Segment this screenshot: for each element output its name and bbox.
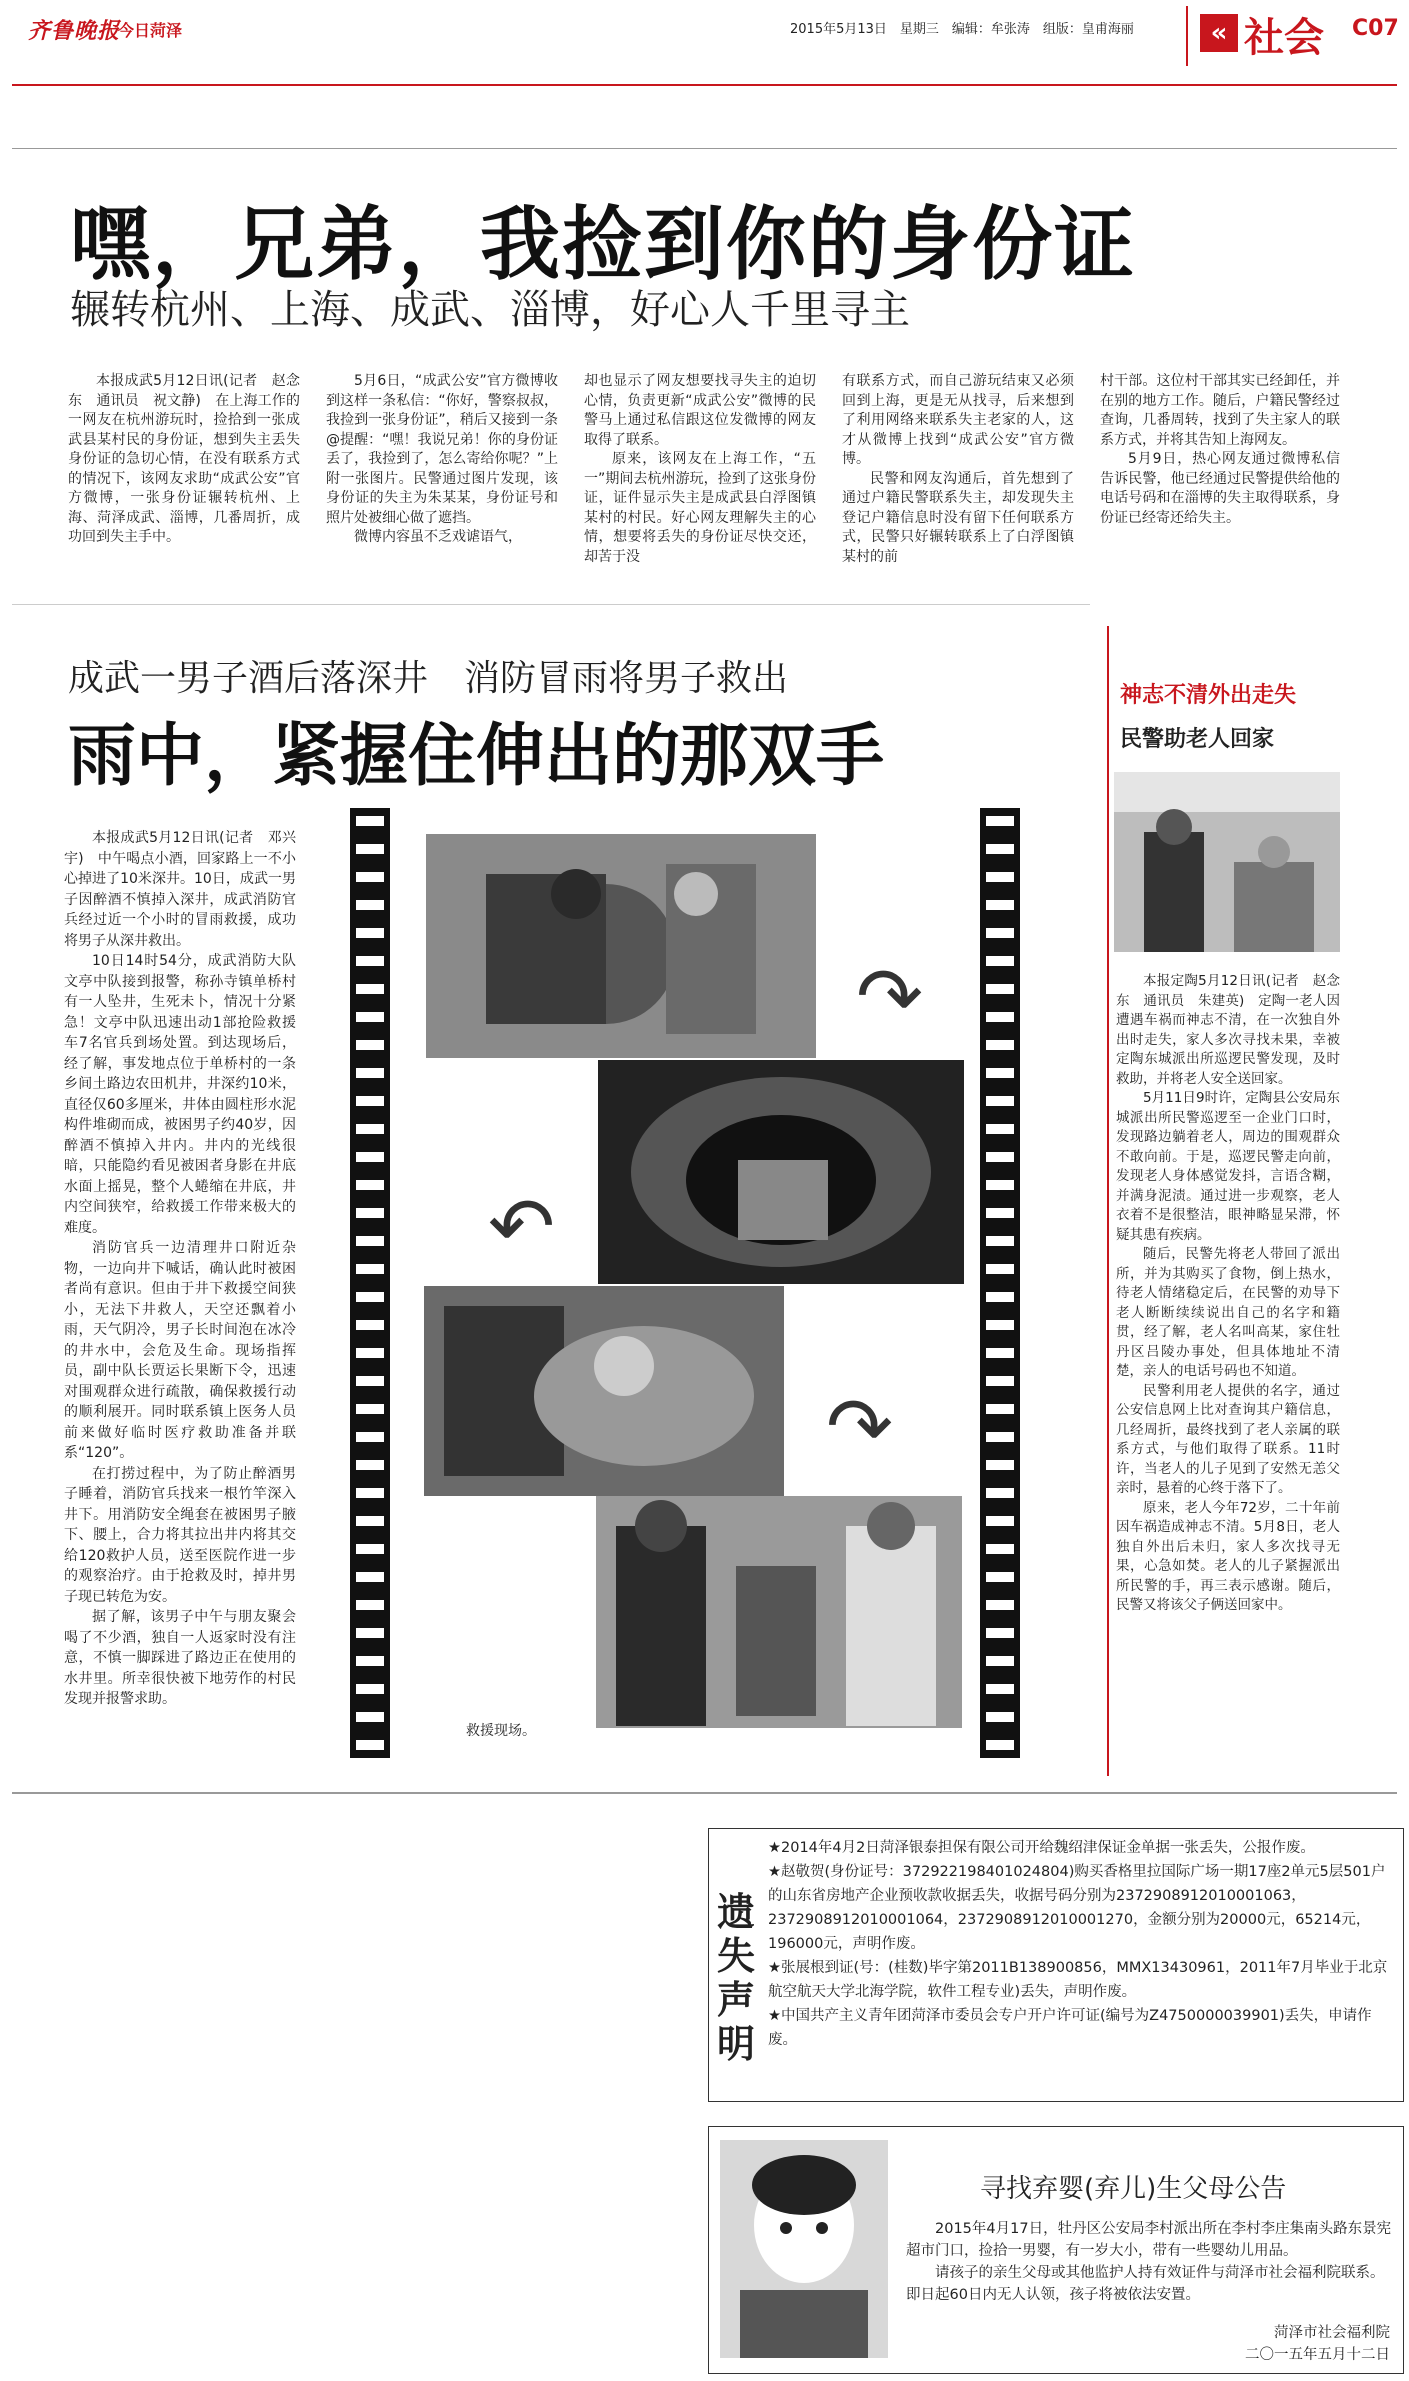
divider (12, 604, 1090, 605)
lost-notice-list (768, 1836, 1394, 2052)
story2-paragraph: 据了解，该男子中午与朋友聚会喝了不少酒，独自一人返家时没有注意，不慎一脚踩进了路边正在使用的水井里。所幸很快被下地劳作的村民发现并报警求助。 (64, 1609, 296, 1707)
list-item: ★张展根到证(号：(桂数)毕字第2011B138900856，MMX13430961，2011年7月毕业于北京航空航天大学北海学院，软件工程专业)丢失，声明作废。 (768, 1960, 1388, 2000)
section-chevron-icon: « (1200, 14, 1238, 52)
story1-paragraph: 5月6日，“成武公安”官方微博收到这样一条私信：“你好，警察叔叔，我捡到一张身份证”，稍后又接到一条@提醒：“嘿！我说兄弟！你的身份证丢了，我捡到了，怎么寄给你呢？”上附一张图片。民警通过图片发现，该身份证的失主为朱某某，身份证号和照片处被细心做了遮挡。 (326, 373, 558, 526)
sidebar-paragraph: 随后，民警先将老人带回了派出所，并为其购买了食物，倒上热水，待老人情绪稳定后，在民警的劝导下老人断断续续说出自己的名字和籍贯，经了解，老人名叫高某，家住牡丹区吕陵办事处，但具体地址不清楚，亲人的电话号码也不知道。 (1116, 1246, 1340, 1379)
story1-paragraph: 原来，该网友在上海工作，“五一”期间去杭州游玩，捡到了这张身份证，证件显示失主是成武县白浮图镇某村的村民。好心网友理解失主的心情，想要将丢失的身份证尽快交还，却苦于没 (584, 451, 816, 565)
sidebar-photo (1114, 772, 1340, 952)
story1-paragraph: 本报成武5月12日讯(记者 赵念东 通讯员 祝文静) 在上海工作的一网友在杭州游玩时，捡拾到一张成武县某村民的身份证，想到失主丢失身份证的急切心情，在没有联系方式的情况下，该网友求助“成武公安”官方微博，一张身份证辗转杭州、上海、菏泽成武、淄博，几番周折，成功回到失主手中。 (68, 373, 300, 545)
search-notice-title: 寻找弃婴(弃儿)生父母公告 (980, 2174, 1287, 2204)
list-item: ★2014年4月2日菏泽银泰担保有限公司开给魏绍津保证金单据一张丢失，公报作废。 (768, 1840, 1315, 1856)
list-item: ★中国共产主义青年团菏泽市委员会专户开户许可证(编号为Z4750000039901)丢失，申请作废。 (768, 2008, 1372, 2048)
story1-column-1 (68, 372, 300, 548)
sidebar-headline-2: 民警助老人回家 (1120, 727, 1275, 752)
story1-paragraph: 村干部。这位村干部其实已经卸任，并在别的地方工作。随后，户籍民警经过查询，几番周转，找到了失主家人的联系方式，并将其告知上海网友。 (1100, 373, 1340, 448)
story2-paragraph: 本报成武5月12日讯(记者 邓兴宇) 中午喝点小酒，回家路上一不小心掉进了10米深井。10日，成武一男子因醉酒不慎掉入深井，成武消防官兵经过近一个小时的冒雨救援，成功将男子从深井救出。 (64, 830, 296, 949)
search-notice-signature (1130, 2322, 1390, 2366)
story2-headline: 雨中，紧握住伸出的那双手 (68, 717, 885, 796)
curved-arrow-icon: ↷ (856, 950, 924, 1043)
search-paragraph: 2015年4月17日，牡丹区公安局李村派出所在李村李庄集南头路东景宪超市门口，捡拾一男婴，有一岁大小，带有一些婴幼儿用品。 (906, 2221, 1392, 2259)
masthead-rule (12, 84, 1397, 86)
film-strip-right (980, 808, 1020, 1758)
curved-arrow-icon: ↷ (826, 1380, 894, 1473)
photo-caption: 救援现场。 (466, 1723, 536, 1739)
divider (12, 148, 1397, 149)
sidebar-paragraph: 本报定陶5月12日讯(记者 赵念东 通讯员 朱建英) 定陶一老人因遭遇车祸而神志不清，在一次独自外出时走失，家人多次寻找未果，幸被定陶东城派出所巡逻民警发现，及时救助，并将老人安全送回家。 (1116, 973, 1340, 1087)
rescue-photo-4 (596, 1496, 962, 1728)
story1-column-2 (326, 372, 558, 548)
rescue-photo-3 (424, 1286, 784, 1496)
edition-name: 今日菏泽 (118, 21, 183, 40)
search-paragraph: 请孩子的亲生父母或其他监护人持有效证件与菏泽市社会福利院联系。即日起60日内无人认领，孩子将被依法安置。 (906, 2265, 1385, 2303)
sidebar-rule (1107, 626, 1109, 1776)
story1-column-3 (584, 372, 816, 567)
masthead (0, 0, 1409, 80)
sidebar-paragraph: 5月11日9时许，定陶县公安局东城派出所民警巡逻至一企业门口时，发现路边躺着老人，周边的围观群众不敢向前。于是，巡逻民警走向前，发现老人身体感觉发抖，言语含糊，并满身泥渍。通过进一步观察，老人衣着不是很整洁，眼神略显呆滞，怀疑其患有疾病。 (1116, 1090, 1340, 1243)
page-number: C07 (1352, 16, 1399, 41)
divider (12, 1792, 1397, 1794)
newspaper-logo: 齐鲁晚报 (28, 18, 121, 44)
signer: 菏泽市社会福利院 (1274, 2325, 1390, 2341)
story1-subheadline: 辗转杭州、上海、成武、淄博，好心人千里寻主 (70, 287, 910, 333)
story2-paragraph: 消防官兵一边清理井口附近杂物，一边向井下喊话，确认此时被困者尚有意识。但由于井下救援空间狭小，无法下井救人，天空还飘着小雨，天气阴冷，男子长时间泡在冰冷的井水中，会危及生命。现场指挥员，副中队长贾运长果断下令，迅速对围观群众进行疏散，确保救援行动的顺利展开。同时联系镇上医务人员前来做好临时医疗救助准备并联系“120”。 (64, 1240, 296, 1461)
sidebar-body (1116, 972, 1340, 1616)
story1-column-5 (1100, 372, 1340, 528)
search-notice-body (906, 2218, 1392, 2306)
story2-subheadline: 成武一男子酒后落深井 消防冒雨将男子救出 (68, 658, 789, 699)
story2-body (64, 828, 296, 1710)
date-editor-line: 2015年5月13日 星期三 编辑：牟张涛 组版：皇甫海丽 (790, 22, 1134, 37)
story1-paragraph: 5月9日，热心网友通过微博私信告诉民警，他已经通过民警提供给他的电话号码和在淄博的失主取得联系，身份证已经寄还给失主。 (1100, 451, 1340, 526)
story2-paragraph: 在打捞过程中，为了防止醉酒男子睡着，消防官兵找来一根竹竿深入井下。用消防安全绳套在被困男子腋下、腰上，合力将其拉出井内将其交给120救护人员，送至医院作进一步的观察治疗。由于抢救及时，掉井男子现已转危为安。 (64, 1465, 296, 1605)
story2-paragraph: 10日14时54分，成武消防大队文亭中队接到报警，称孙寺镇单桥村有一人坠井，生死未卜，情况十分紧急！文亭中队迅速出动1部抢险救援车7名官兵到场处置。到达现场后，经了解，事发地点位于单桥村的一条乡间土路边农田机井，井深约10米，直径仅60多厘米，井体由圆柱形水泥构件堆砌而成，被困男子约40岁，因醉酒不慎掉入井内。井内的光线很暗，只能隐约看见被困者身影在井底水面上摇晃，整个人蜷缩在井底，井内空间狭窄，给救援工作带来极大的难度。 (64, 953, 296, 1236)
list-item: ★赵敬贺(身份证号：372922198401024804)购买香格里拉国际广场一期17座2单元5层501户的山东省房地产企业预收款收据丢失，收据号码分别为2372908912010001063，2372908912010001064，2372908912010001270，金额分别为20000元，65214元，196000元，声明作废。 (768, 1864, 1386, 1952)
story1-paragraph: 微博内容虽不乏戏谑语气， (354, 529, 522, 545)
sidebar-headline-1: 神志不清外出走失 (1120, 683, 1297, 708)
rescue-photo-1 (426, 834, 816, 1058)
sidebar-paragraph: 民警利用老人提供的名字，通过公安信息网上比对查询其户籍信息，几经周折，最终找到了老人亲属的联系方式，与他们取得了联系。11时许，当老人的儿子见到了安然无恙父亲时，悬着的心终于落下了。 (1116, 1382, 1340, 1496)
sidebar-paragraph: 原来，老人今年72岁，二十年前因车祸造成神志不清。5月8日，老人独自外出后未归，家人多次找寻无果，心急如焚。老人的儿子紧握派出所民警的手，再三表示感谢。随后，民警又将该父子俩送回家中。 (1116, 1499, 1340, 1613)
curved-arrow-icon: ↶ (488, 1180, 556, 1273)
story1-paragraph: 民警和网友沟通后，首先想到了通过户籍民警联系失主，却发现失主登记户籍信息时没有留下任何联系方式，民警只好辗转联系上了白浮图镇某村的前 (842, 470, 1074, 565)
story1-paragraph: 有联系方式，而自己游玩结束又必须回到上海，更是无从找寻，后来想到了利用网络来联系失主老家的人，这才从微博上找到“成武公安”官方微博。 (842, 373, 1074, 467)
rescue-photo-2 (598, 1060, 964, 1284)
story1-headline: 嘿，兄弟，我捡到你的身份证 (70, 198, 1136, 291)
section-name: 社会 (1244, 15, 1324, 61)
lost-notice-title: 遗失声明 (716, 1890, 755, 2066)
story1-paragraph: 却也显示了网友想要找寻失主的迫切心情，负责更新“成武公安”微博的民警马上通过私信跟这位发微博的网友取得了联系。 (584, 373, 816, 448)
story1-column-4 (842, 372, 1074, 567)
film-strip-left (350, 808, 390, 1758)
signature-date: 二〇一五年五月十二日 (1245, 2347, 1390, 2363)
baby-photo (720, 2140, 888, 2358)
